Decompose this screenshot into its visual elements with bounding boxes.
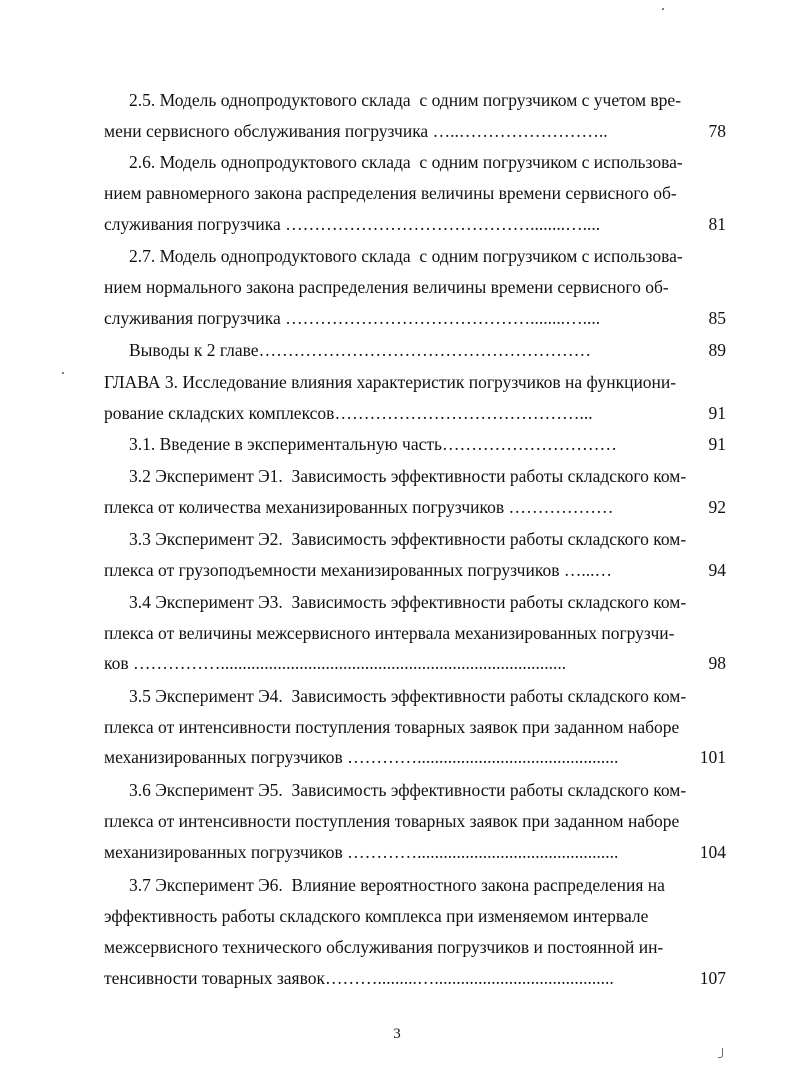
toc-entry-text: 3.5 Эксперимент Э4. Зависимость эффективности работы складского ком- [129, 686, 687, 706]
toc-entry-text: 3.1. Введение в экспериментальную часть [129, 434, 443, 454]
toc-line [104, 966, 726, 990]
scan-mark [718, 1048, 723, 1058]
toc-page-number: 85 [708, 308, 726, 328]
toc-entry-text: служивания погрузчика [104, 308, 286, 328]
toc-entry-text: 2.7. Модель однопродуктового склада с одним погрузчиком с использова- [129, 246, 683, 266]
toc-line [104, 935, 726, 959]
toc-entry-text: рование складских комплексов [104, 403, 335, 423]
toc-entry-text: механизированных погрузчиков [104, 842, 348, 862]
toc-entry-text: 2.6. Модель однопродуктового склада с одним погрузчиком с использова- [129, 152, 683, 172]
toc-line [104, 275, 726, 299]
toc-line [104, 558, 726, 582]
toc-page-number: 92 [708, 497, 726, 517]
toc-line [104, 212, 726, 236]
toc-line [129, 464, 726, 488]
toc-entry-text: мени сервисного обслуживания погрузчика [104, 121, 433, 141]
toc-entry-text: 3.6 Эксперимент Э5. Зависимость эффективности работы складского ком- [129, 780, 687, 800]
toc-leader-dots: …..…………………….. [432, 121, 612, 141]
toc-entry-text: эффективность работы складского комплекса при изменяемом интервале [104, 906, 649, 926]
toc-page-number: 78 [708, 121, 726, 141]
toc-leader-dots: ……………............................................................................... [133, 653, 567, 673]
toc-line [129, 590, 726, 614]
toc-leader-dots: ………………………… [442, 434, 622, 454]
toc-line [129, 150, 726, 174]
toc-line [104, 621, 726, 645]
toc-leader-dots: ……………………………………... [334, 403, 597, 423]
toc-line [104, 370, 726, 394]
toc-entry-text: 3.2 Эксперимент Э1. Зависимость эффективности работы складского ком- [129, 466, 687, 486]
toc-leader-dots: ………….............................................. [347, 842, 619, 862]
toc-entry-text: 3.7 Эксперимент Э6. Влияние вероятностного закона распределения на [129, 875, 665, 895]
toc-leader-dots: ……………… [508, 497, 618, 517]
toc-entry-text: плекса от интенсивности поступления товарных заявок при заданном наборе [104, 717, 680, 737]
toc-leader-dots: ………….............................................. [347, 747, 619, 767]
toc-line [104, 651, 726, 675]
toc-line [104, 904, 726, 928]
toc-line [104, 745, 726, 769]
toc-page-number: 104 [699, 842, 726, 862]
toc-line [129, 778, 726, 802]
toc-line [104, 809, 726, 833]
toc-line [104, 401, 726, 425]
toc-line [104, 181, 726, 205]
toc-leader-dots: ………………………………………………… [258, 340, 592, 360]
toc-page-number: 101 [699, 747, 726, 767]
toc-entry-text: ков [104, 653, 134, 673]
toc-entry-text: служивания погрузчика [104, 214, 286, 234]
toc-line [104, 119, 726, 143]
toc-line [129, 527, 726, 551]
toc-line [104, 306, 726, 330]
toc-page-number: 81 [708, 214, 726, 234]
toc-leader-dots: ……….........…......................................... [324, 968, 614, 988]
toc-line [129, 873, 726, 897]
toc-entry-text: межсервисного технического обслуживания погрузчиков и постоянной ин- [104, 937, 664, 957]
toc-leader-dots: ……………………………………........….... [285, 308, 605, 328]
toc-leader-dots: ……………………………………........….... [285, 214, 605, 234]
toc-line [104, 840, 726, 864]
scan-speck [62, 372, 64, 374]
toc-line [104, 495, 726, 519]
page-number: 3 [393, 1026, 401, 1042]
toc-entry-text: плекса от грузоподъемности механизированных погрузчиков [104, 560, 564, 580]
toc-page-number: 91 [708, 403, 726, 423]
toc-entry-text: 3.4 Эксперимент Э3. Зависимость эффективности работы складского ком- [129, 592, 687, 612]
toc-entry-text: плекса от количества механизированных погрузчиков [104, 497, 509, 517]
toc-entry-text: Выводы к 2 главе [129, 340, 259, 360]
toc-page-number: 98 [708, 653, 726, 673]
toc-entry-text: 2.5. Модель однопродуктового склада с одним погрузчиком с учетом вре- [129, 90, 682, 110]
toc-entry-text: тенсивности товарных заявок [104, 968, 325, 988]
toc-page-number: 91 [708, 434, 726, 454]
toc-leader-dots: …...… [563, 560, 617, 580]
toc-entry-text: ГЛАВА 3. Исследование влияния характеристик погрузчиков на функциони- [104, 372, 677, 392]
toc-entry-text: механизированных погрузчиков [104, 747, 348, 767]
toc-entry-text: нием равномерного закона распределения величины времени сервисного об- [104, 183, 677, 203]
toc-entry-text: нием нормального закона распределения величины времени сервисного об- [104, 277, 669, 297]
toc-page-number: 94 [708, 560, 726, 580]
toc-line [104, 715, 726, 739]
toc-entry-text: плекса от интенсивности поступления товарных заявок при заданном наборе [104, 811, 680, 831]
toc-line [129, 88, 726, 112]
toc-line [129, 432, 726, 456]
toc-entry-text: плекса от величины межсервисного интервала механизированных погрузчи- [104, 623, 675, 643]
toc-page-number: 107 [699, 968, 726, 988]
toc-page-number: 89 [708, 340, 726, 360]
toc-entry-text: 3.3 Эксперимент Э2. Зависимость эффективности работы складского ком- [129, 529, 687, 549]
toc-line [129, 244, 726, 268]
scan-speck [662, 8, 664, 10]
toc-line [129, 338, 726, 362]
toc-line [129, 684, 726, 708]
